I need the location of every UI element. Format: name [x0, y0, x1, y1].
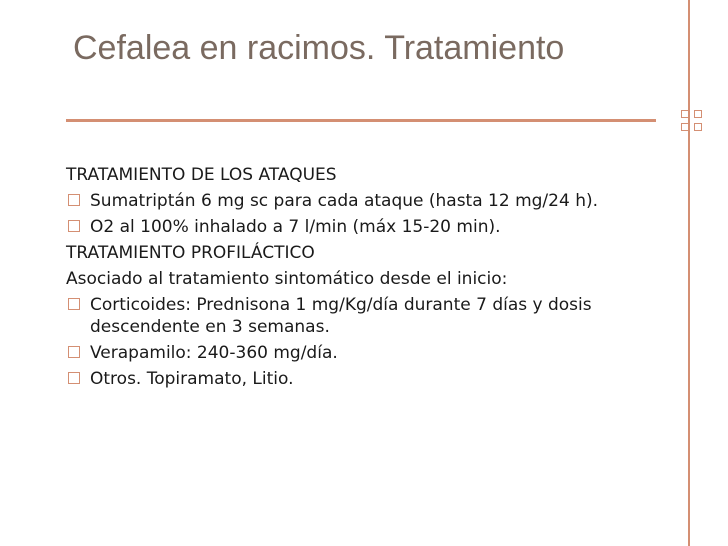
list-item-text: Corticoides: Prednisona 1 mg/Kg/día durante 7 días y dosis descendente en 3 semanas.	[90, 295, 592, 337]
square-icon	[681, 123, 689, 131]
side-divider	[688, 0, 690, 546]
section-heading	[66, 164, 676, 186]
list-item	[66, 294, 676, 338]
section-heading-text: TRATAMIENTO PROFILÁCTICO	[66, 243, 315, 263]
hollow-square-bullet-icon	[68, 298, 80, 310]
list-item-text: O2 al 100% inhalado a 7 l/min (máx 15-20 min).	[90, 217, 501, 237]
slide-title: Cefalea en racimos. Tratamiento	[73, 29, 565, 67]
square-icon	[694, 110, 702, 118]
section-heading	[66, 242, 676, 264]
hollow-square-bullet-icon	[68, 372, 80, 384]
list-item-text: Otros. Topiramato, Litio.	[90, 369, 294, 389]
hollow-square-bullet-icon	[68, 220, 80, 232]
section-heading-text: TRATAMIENTO DE LOS ATAQUES	[66, 165, 337, 185]
list-item-text: Verapamilo: 240-360 mg/día.	[90, 343, 338, 363]
list-item	[66, 190, 676, 212]
list-item-text: Sumatriptán 6 mg sc para cada ataque (hasta 12 mg/24 h).	[90, 191, 599, 211]
square-icon	[681, 110, 689, 118]
title-divider	[66, 119, 656, 122]
slide-body	[66, 164, 676, 394]
square-icon	[694, 123, 702, 131]
section-subheading-text: Asociado al tratamiento sintomático desde el inicio:	[66, 269, 508, 289]
decorative-squares-icon	[681, 110, 703, 132]
list-item	[66, 342, 676, 364]
list-item	[66, 216, 676, 238]
section-subheading	[66, 268, 676, 290]
hollow-square-bullet-icon	[68, 194, 80, 206]
list-item	[66, 368, 676, 390]
hollow-square-bullet-icon	[68, 346, 80, 358]
